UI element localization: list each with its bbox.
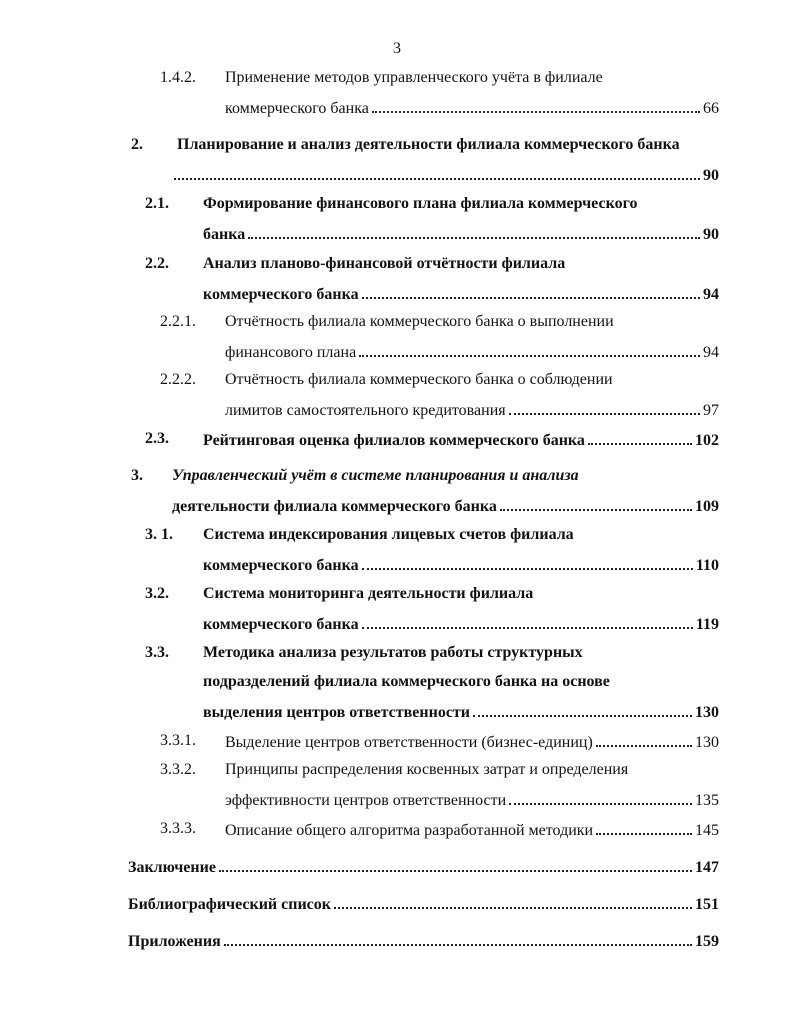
toc-page-3-3-1: 130	[695, 734, 719, 751]
toc-title-3-1: Система индексирования лицевых счетов филиала	[203, 526, 574, 543]
toc-entry-bibliography[interactable]	[128, 893, 719, 915]
leader-dots	[362, 554, 693, 570]
toc-num-2-1: 2.1.	[145, 195, 169, 212]
toc-title-3-3-cont2: выделения центров ответственности	[203, 704, 470, 721]
toc-title-2-2: Анализ планово-финансовой отчётности филиала	[203, 255, 566, 272]
toc-title-3-3-2: Принципы распределения косвенных затрат и определения	[225, 761, 629, 778]
toc-page-bibliography: 151	[695, 896, 719, 913]
toc-page-3-3-3: 145	[695, 822, 719, 839]
toc-title-2-1-cont: банка	[203, 226, 246, 243]
toc-page-2-1: 90	[703, 226, 719, 243]
toc-title-2-1: Формирование финансового плана филиала коммерческого	[203, 195, 638, 212]
toc-title-3-3: Методика анализа результатов работы структурных	[203, 644, 583, 661]
leader-dots	[224, 930, 692, 946]
toc-title-conclusion: Заключение	[128, 859, 216, 876]
leader-dots	[509, 399, 700, 415]
toc-title-3-2: Система мониторинга деятельности филиала	[203, 585, 534, 602]
leader-dots	[588, 429, 692, 445]
toc-page-2-2-1: 94	[703, 344, 719, 361]
toc-page-2-3: 102	[695, 432, 719, 449]
toc-title-1-4-2-cont: коммерческого банка	[225, 100, 369, 117]
toc-title-2-3: Рейтинговая оценка филиалов коммерческого банка	[203, 432, 585, 449]
toc-num-3-3-3: 3.3.3.	[160, 820, 196, 837]
toc-entry-2[interactable]	[174, 164, 719, 186]
toc-page-3-2: 119	[695, 616, 719, 633]
leader-dots	[362, 613, 693, 629]
toc-entry-1-4-2[interactable]	[225, 97, 719, 119]
leader-dots	[334, 893, 692, 909]
toc-num-3-2: 3.2.	[145, 585, 169, 602]
toc-num-2-3: 2.3.	[145, 430, 169, 447]
toc-entry-3-3-1[interactable]	[225, 731, 719, 753]
toc-title-appendices: Приложения	[128, 933, 221, 950]
toc-entry-3-1[interactable]	[203, 554, 719, 576]
leader-dots	[248, 223, 700, 239]
leader-dots	[500, 495, 692, 511]
leader-dots	[473, 701, 692, 717]
leader-dots	[174, 164, 700, 180]
leader-dots	[219, 856, 692, 872]
leader-dots	[362, 283, 700, 299]
toc-title-3-3-3: Описание общего алгоритма разработанной методики	[225, 822, 594, 839]
toc-title-3-3-2-cont: эффективности центров ответственности	[225, 792, 507, 809]
toc-page-1-4-2: 66	[703, 100, 719, 117]
toc-entry-3-3[interactable]	[203, 701, 719, 723]
toc-entry-appendices[interactable]	[128, 930, 719, 952]
leader-dots	[359, 341, 700, 357]
toc-title-1-4-2: Применение методов управленческого учёта в филиале	[225, 69, 603, 86]
toc-page-appendices: 159	[695, 933, 719, 950]
toc-title-3-3-cont: подразделений филиала коммерческого банка на основе	[203, 673, 610, 690]
toc-entry-3-3-2[interactable]	[225, 789, 719, 811]
toc-page-conclusion: 147	[695, 859, 719, 876]
toc-entry-2-2[interactable]	[203, 283, 719, 305]
toc-num-2-2-1: 2.2.1.	[160, 313, 196, 330]
toc-page-3-3: 130	[695, 704, 719, 721]
toc-title-3-2-cont: коммерческого банка	[203, 616, 359, 633]
leader-dots	[509, 789, 692, 805]
toc-entry-3[interactable]	[172, 495, 719, 517]
leader-dots	[596, 819, 692, 835]
toc-entry-2-3[interactable]	[203, 429, 719, 451]
toc-page-3-3-2: 135	[695, 792, 719, 809]
toc-page-3: 109	[695, 498, 719, 515]
toc-title-2-2-1: Отчётность филиала коммерческого банка о выполнении	[225, 313, 614, 330]
toc-title-2-2-2: Отчётность филиала коммерческого банка о соблюдении	[225, 371, 613, 388]
toc-num-2: 2.	[131, 136, 143, 153]
toc-entry-3-3-3[interactable]	[225, 819, 719, 841]
toc-title-2-2-1-cont: финансового плана	[225, 344, 357, 361]
toc-page-2-2-2: 97	[703, 402, 719, 419]
toc-entry-conclusion[interactable]	[128, 856, 719, 878]
toc-title-3-3-1: Выделение центров ответственности (бизнес-единиц)	[225, 734, 593, 751]
toc-num-3-3-2: 3.3.2.	[160, 761, 196, 778]
toc-num-1-4-2: 1.4.2.	[160, 69, 196, 86]
toc-title-bibliography: Библиографический список	[128, 896, 331, 913]
toc-title-2-2-2-cont: лимитов самостоятельного кредитования	[225, 402, 506, 419]
toc-num-3-1: 3. 1.	[145, 526, 173, 543]
toc-title-2-2-cont: коммерческого банка	[203, 286, 359, 303]
toc-page-3-1: 110	[695, 557, 719, 574]
toc-title-3-1-cont: коммерческого банка	[203, 557, 359, 574]
toc-page-2: 90	[703, 167, 719, 184]
toc-title-3: Управленческий учёт в системе планирования и анализа	[172, 467, 579, 484]
toc-entry-2-2-1[interactable]	[225, 341, 719, 363]
toc-num-2-2-2: 2.2.2.	[160, 371, 196, 388]
toc-num-2-2: 2.2.	[145, 255, 169, 272]
toc-page-2-2: 94	[703, 286, 719, 303]
toc-num-3-3-1: 3.3.1.	[160, 732, 196, 749]
toc-entry-3-2[interactable]	[203, 613, 719, 635]
leader-dots	[372, 97, 700, 113]
toc-title-2[interactable]: Планирование и анализ деятельности филиала коммерческого банка	[177, 136, 680, 153]
page-number: 3	[393, 40, 401, 57]
toc-entry-2-2-2[interactable]	[225, 399, 719, 421]
toc-title-3-cont: деятельности филиала коммерческого банка	[172, 498, 497, 515]
toc-entry-2-1[interactable]	[203, 223, 719, 245]
leader-dots	[596, 731, 692, 747]
toc-num-3-3: 3.3.	[145, 644, 169, 661]
toc-num-3: 3.	[131, 467, 143, 484]
